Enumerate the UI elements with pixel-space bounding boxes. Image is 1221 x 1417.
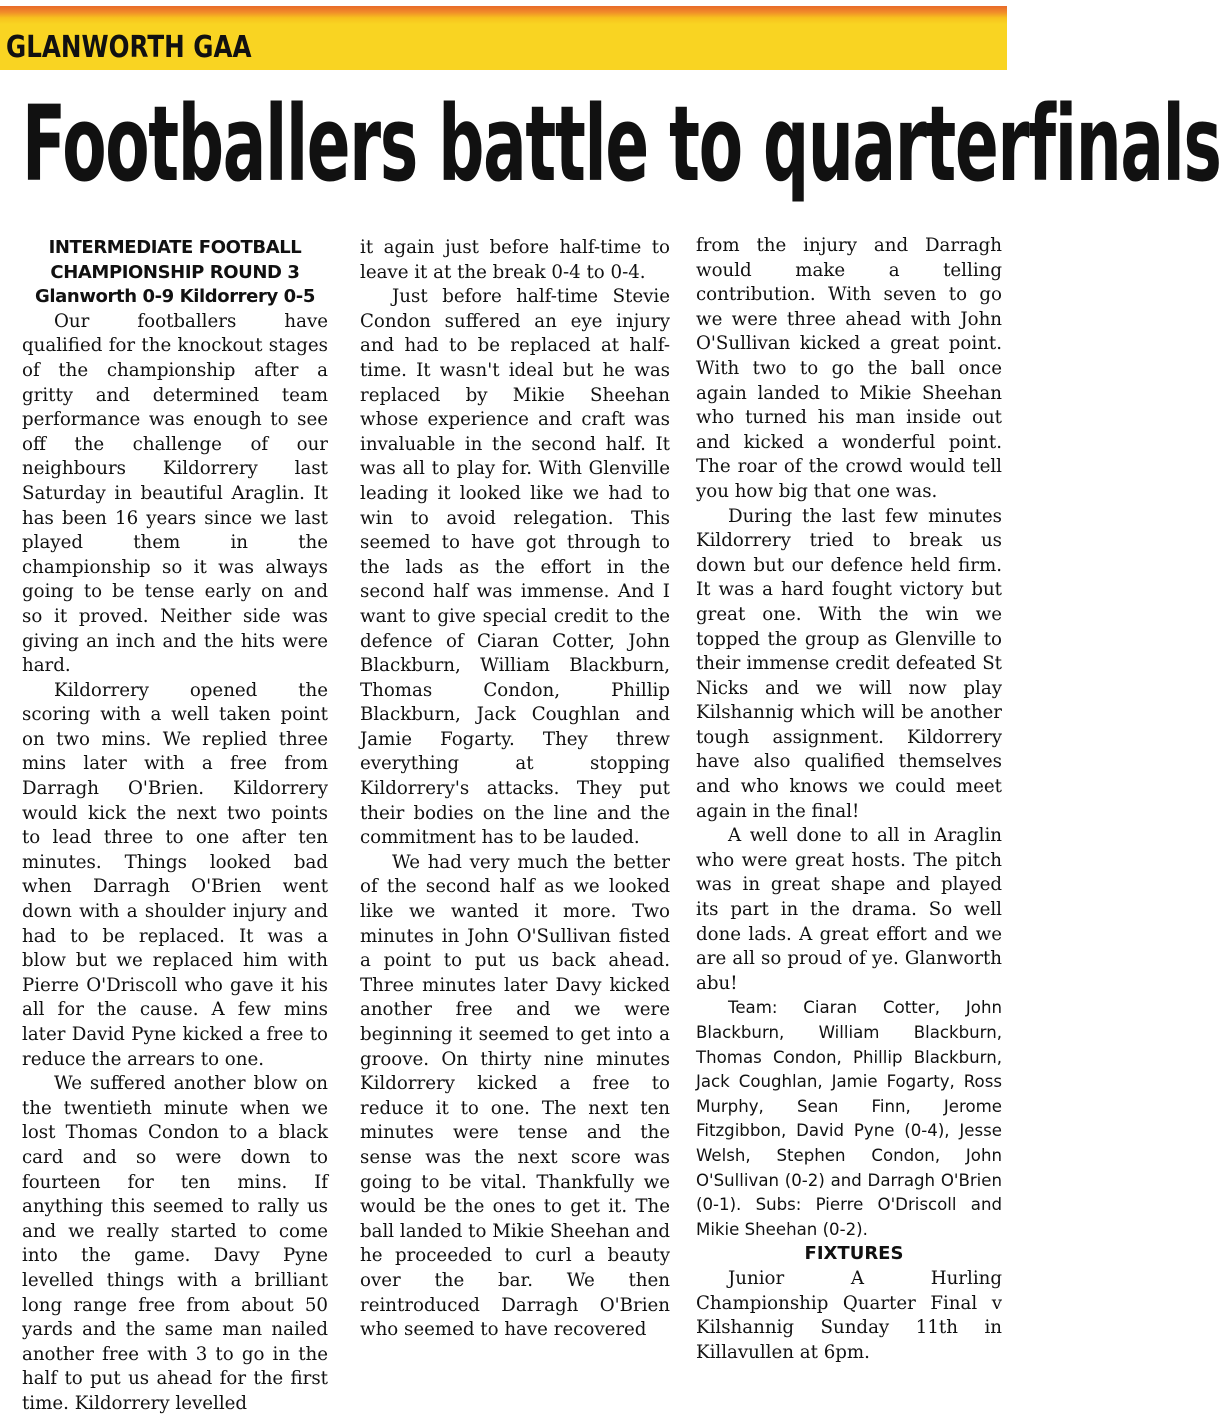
paragraph: A well done to all in Araglin who were great hosts. The pitch was in great shape and played its part in the drama. So well done lads. A great effort and we are all so proud of ye. Glanworth abu! [696,825,1002,994]
paragraph: from the injury and Darragh would make a telling contribution. With seven to go we were three ahead with John O'Sullivan kicked a great point. With two to go the ball once again landed to Mikie Sheehan who turned his man inside out and kicked a wonderful point. The roar of the crowd would tell you how big that one was. [696,235,1002,502]
team-list: Team: Ciaran Cotter, John Blackburn, William Blackburn, Thomas Condon, Phillip Blackburn, Jack Coughlan, Jamie Fogarty, Ross Murphy, Sean Finn, Jerome Fitzgibbon, David Pyne (0-4), Jesse Welsh, Stephen Condon, John O'Sullivan (0-2) and Darragh O'Brien (0-1). Subs: Pierre O'Driscoll and Mikie Sheehan (0-2). [696,998,1002,1239]
competition-line-2: CHAMPIONSHIP ROUND 3 [50,261,300,283]
paragraph: it again just before half-time to leave it at the break 0-4 to 0-4. [360,237,670,283]
competition-line-1: INTERMEDIATE FOOTBALL [48,237,302,258]
column-1 [22,236,328,1417]
paragraph: We had very much the better of the second half as we looked like we wanted it more. Two minutes in John O'Sullivan fisted a point to put us back ahead. Three minutes later Davy kicked another free and we were beginning it seemed to get into a groove. On thirty nine minutes Kildorrery kicked a free to reduce it to one. The next ten minutes were tense and the sense was the next score was going to be vital. Thankfully we would be the ones to get it. The ball landed to Mikie Sheehan and he proceeded to curl a beauty over the bar. We then reintroduced Darragh O'Brien who seemed to have recovered [360,851,670,1341]
match-result: Glanworth 0-9 Kildorrery 0-5 [35,286,315,308]
paragraph: Kildorrery opened the scoring with a well taken point on two mins. We replied three mins later with a free from Darragh O'Brien. Kildorrery would kick the next two points to lead three to one after ten minutes. Things looked bad when Darragh O'Brien went down with a shoulder injury and had to be replaced. It was a blow but we replaced him with Pierre O'Driscoll who gave it his all for the cause. A few mins later David Pyne kicked a free to reduce the arrears to one. [22,679,328,1070]
column-2 [360,236,670,1343]
color-rule [0,0,1007,24]
paragraph: We suffered another blow on the twentieth minute when we lost Thomas Condon to a black card and so were down to fourteen for ten mins. If anything this seemed to rally us and we really started to come into the game. Davy Pyne levelled things with a brilliant long range free from about 50 yards and the same man nailed another free with 3 to go in the half to put us ahead for the first time. Kildorrery levelled [22,1073,328,1414]
headline: Footballers battle to quarterfinals [22,83,1221,205]
fixtures-heading: FIXTURES [804,1243,904,1265]
fixtures-text: Junior A Hurling Championship Quarter Final v Kilshannig Sunday 11th in Killavullen at 6pm. [696,1267,1002,1363]
column-3 [696,234,1002,1365]
paragraph: Just before half-time Stevie Condon suffered an eye injury and had to be replaced at half-time. It wasn't ideal but he was replaced by Mikie Sheehan whose experience and craft was invaluable in the second half. It was all to play for. With Glenville leading it looked like we had to win to avoid relegation. This seemed to have got through to the lads as the effort in the second half was immense. And I want to give special credit to the defence of Ciaran Cotter, John Blackburn, William Blackburn, Thomas Condon, Phillip Blackburn, Jack Coughlan and Jamie Fogarty. They threw everything at stopping Kildorrery's attacks. They put their bodies on the line and the commitment has to be lauded. [360,286,670,849]
section-label: GLANWORTH GAA [6,30,252,65]
paragraph: Our footballers have qualified for the knockout stages of the championship after a gritty and determined team performance was enough to see off the challenge of our neighbours Kildorrery last Saturday in beautiful Araglin. It has been 16 years since we last played them in the championship so it was always going to be tense early on and so it proved. Neither side was giving an inch and the hits were hard. [22,310,328,677]
paragraph: During the last few minutes Kildorrery tried to break us down but our defence held firm. It was a hard fought victory but great one. With the win we topped the group as Glenville to their immense credit defeated St Nicks and we will now play Kilshannig which will be another tough assignment. Kildorrery have also qualified themselves and who knows we could meet again in the final! [696,505,1002,822]
